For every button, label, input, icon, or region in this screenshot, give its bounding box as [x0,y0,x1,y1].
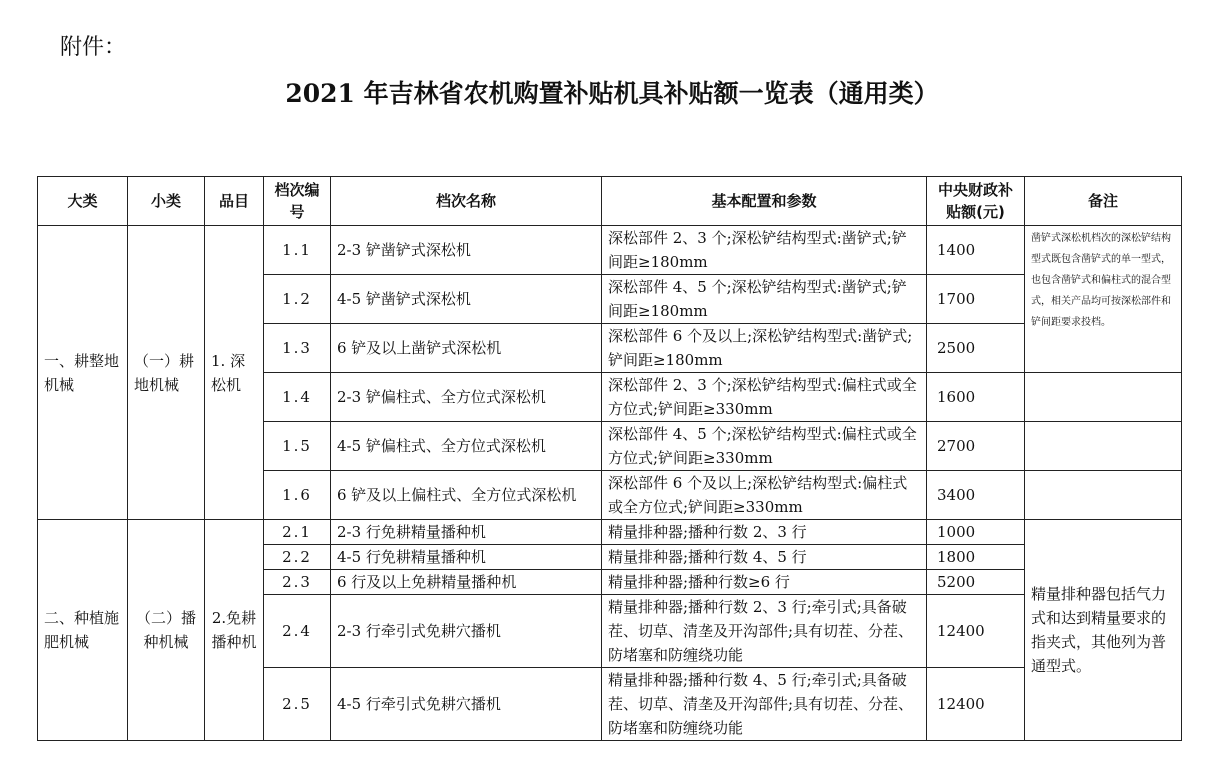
col-header: 备注 [1025,177,1182,226]
config-cell: 精量排种器;播种行数 2、3 行 [602,520,927,545]
item-cell: 2.免耕播种机 [205,520,264,741]
config-cell: 精量排种器;播种行数≥6 行 [602,570,927,595]
config-cell: 深松部件 4、5 个;深松铲结构型式:偏柱式或全方位式;铲间距≥330mm [602,422,927,471]
name-cell: 6 铲及以上偏柱式、全方位式深松机 [331,471,602,520]
subsidy-cell: 1000 [927,520,1025,545]
subsidy-cell: 1700 [927,275,1025,324]
config-cell: 深松部件 2、3 个;深松铲结构型式:偏柱式或全方位式;铲间距≥330mm [602,373,927,422]
name-cell: 4-5 行牵引式免耕穴播机 [331,668,602,741]
code-cell: 1.1 [264,226,331,275]
code-cell: 1.2 [264,275,331,324]
subsidy-cell: 1800 [927,545,1025,570]
config-cell: 精量排种器;播种行数 4、5 行;牵引式;具备破茬、切草、清垄及开沟部件;具有切茬、分茬、防堵塞和防缠绕功能 [602,668,927,741]
item-cell: 1. 深松机 [205,226,264,520]
col-header: 品目 [205,177,264,226]
config-cell: 深松部件 2、3 个;深松铲结构型式:凿铲式;铲间距≥180mm [602,226,927,275]
config-cell: 精量排种器;播种行数 2、3 行;牵引式;具备破茬、切草、清垄及开沟部件;具有切茬、分茬、防堵塞和防缠绕功能 [602,595,927,668]
subsidy-cell: 2500 [927,324,1025,373]
name-cell: 6 行及以上免耕精量播种机 [331,570,602,595]
code-cell: 1.5 [264,422,331,471]
code-cell: 2.1 [264,520,331,545]
subsidy-table [37,176,1182,741]
name-cell: 2-3 行牵引式免耕穴播机 [331,595,602,668]
empty-remark-cell [1025,422,1182,471]
code-cell: 2.5 [264,668,331,741]
subcategory-cell: （二）播种机械 [128,520,205,741]
subsidy-cell: 5200 [927,570,1025,595]
category-cell: 一、耕整地机械 [38,226,128,520]
subsidy-cell: 12400 [927,668,1025,741]
empty-remark-cell [1025,471,1182,520]
category-cell: 二、种植施肥机械 [38,520,128,741]
table-header-row [38,177,1182,226]
config-cell: 深松部件 6 个及以上;深松铲结构型式:偏柱式或全方位式;铲间距≥330mm [602,471,927,520]
col-header: 档次编号 [264,177,331,226]
col-header: 大类 [38,177,128,226]
subcategory-cell: （一）耕地机械 [128,226,205,520]
table-row [38,520,1182,545]
code-cell: 2.3 [264,570,331,595]
subsidy-cell: 1600 [927,373,1025,422]
remark-cell: 凿铲式深松机档次的深松铲结构型式既包含凿铲式的单一型式，也包含凿铲式和偏柱式的混合型式，相关产品均可按深松部件和铲间距要求投档。 [1025,226,1182,373]
name-cell: 4-5 铲凿铲式深松机 [331,275,602,324]
page-title: 2021 年吉林省农机购置补贴机具补贴额一览表（通用类） [285,79,939,108]
col-header: 基本配置和参数 [602,177,927,226]
name-cell: 4-5 行免耕精量播种机 [331,545,602,570]
attachment-label: 附件： [60,35,127,60]
empty-remark-cell [1025,373,1182,422]
subsidy-cell: 1400 [927,226,1025,275]
config-cell: 精量排种器;播种行数 4、5 行 [602,545,927,570]
code-cell: 1.3 [264,324,331,373]
name-cell: 2-3 铲偏柱式、全方位式深松机 [331,373,602,422]
code-cell: 2.4 [264,595,331,668]
col-header: 小类 [128,177,205,226]
table-row [38,226,1182,275]
name-cell: 2-3 行免耕精量播种机 [331,520,602,545]
code-cell: 1.4 [264,373,331,422]
name-cell: 6 铲及以上凿铲式深松机 [331,324,602,373]
code-cell: 1.6 [264,471,331,520]
remark-cell: 精量排种器包括气力式和达到精量要求的指夹式，其他列为普通型式。 [1025,520,1182,741]
subsidy-cell: 12400 [927,595,1025,668]
config-cell: 深松部件 6 个及以上;深松铲结构型式:凿铲式;铲间距≥180mm [602,324,927,373]
config-cell: 深松部件 4、5 个;深松铲结构型式:凿铲式;铲间距≥180mm [602,275,927,324]
col-header: 中央财政补贴额(元) [927,177,1025,226]
subsidy-cell: 3400 [927,471,1025,520]
col-header: 档次名称 [331,177,602,226]
name-cell: 2-3 铲凿铲式深松机 [331,226,602,275]
name-cell: 4-5 铲偏柱式、全方位式深松机 [331,422,602,471]
subsidy-cell: 2700 [927,422,1025,471]
code-cell: 2.2 [264,545,331,570]
